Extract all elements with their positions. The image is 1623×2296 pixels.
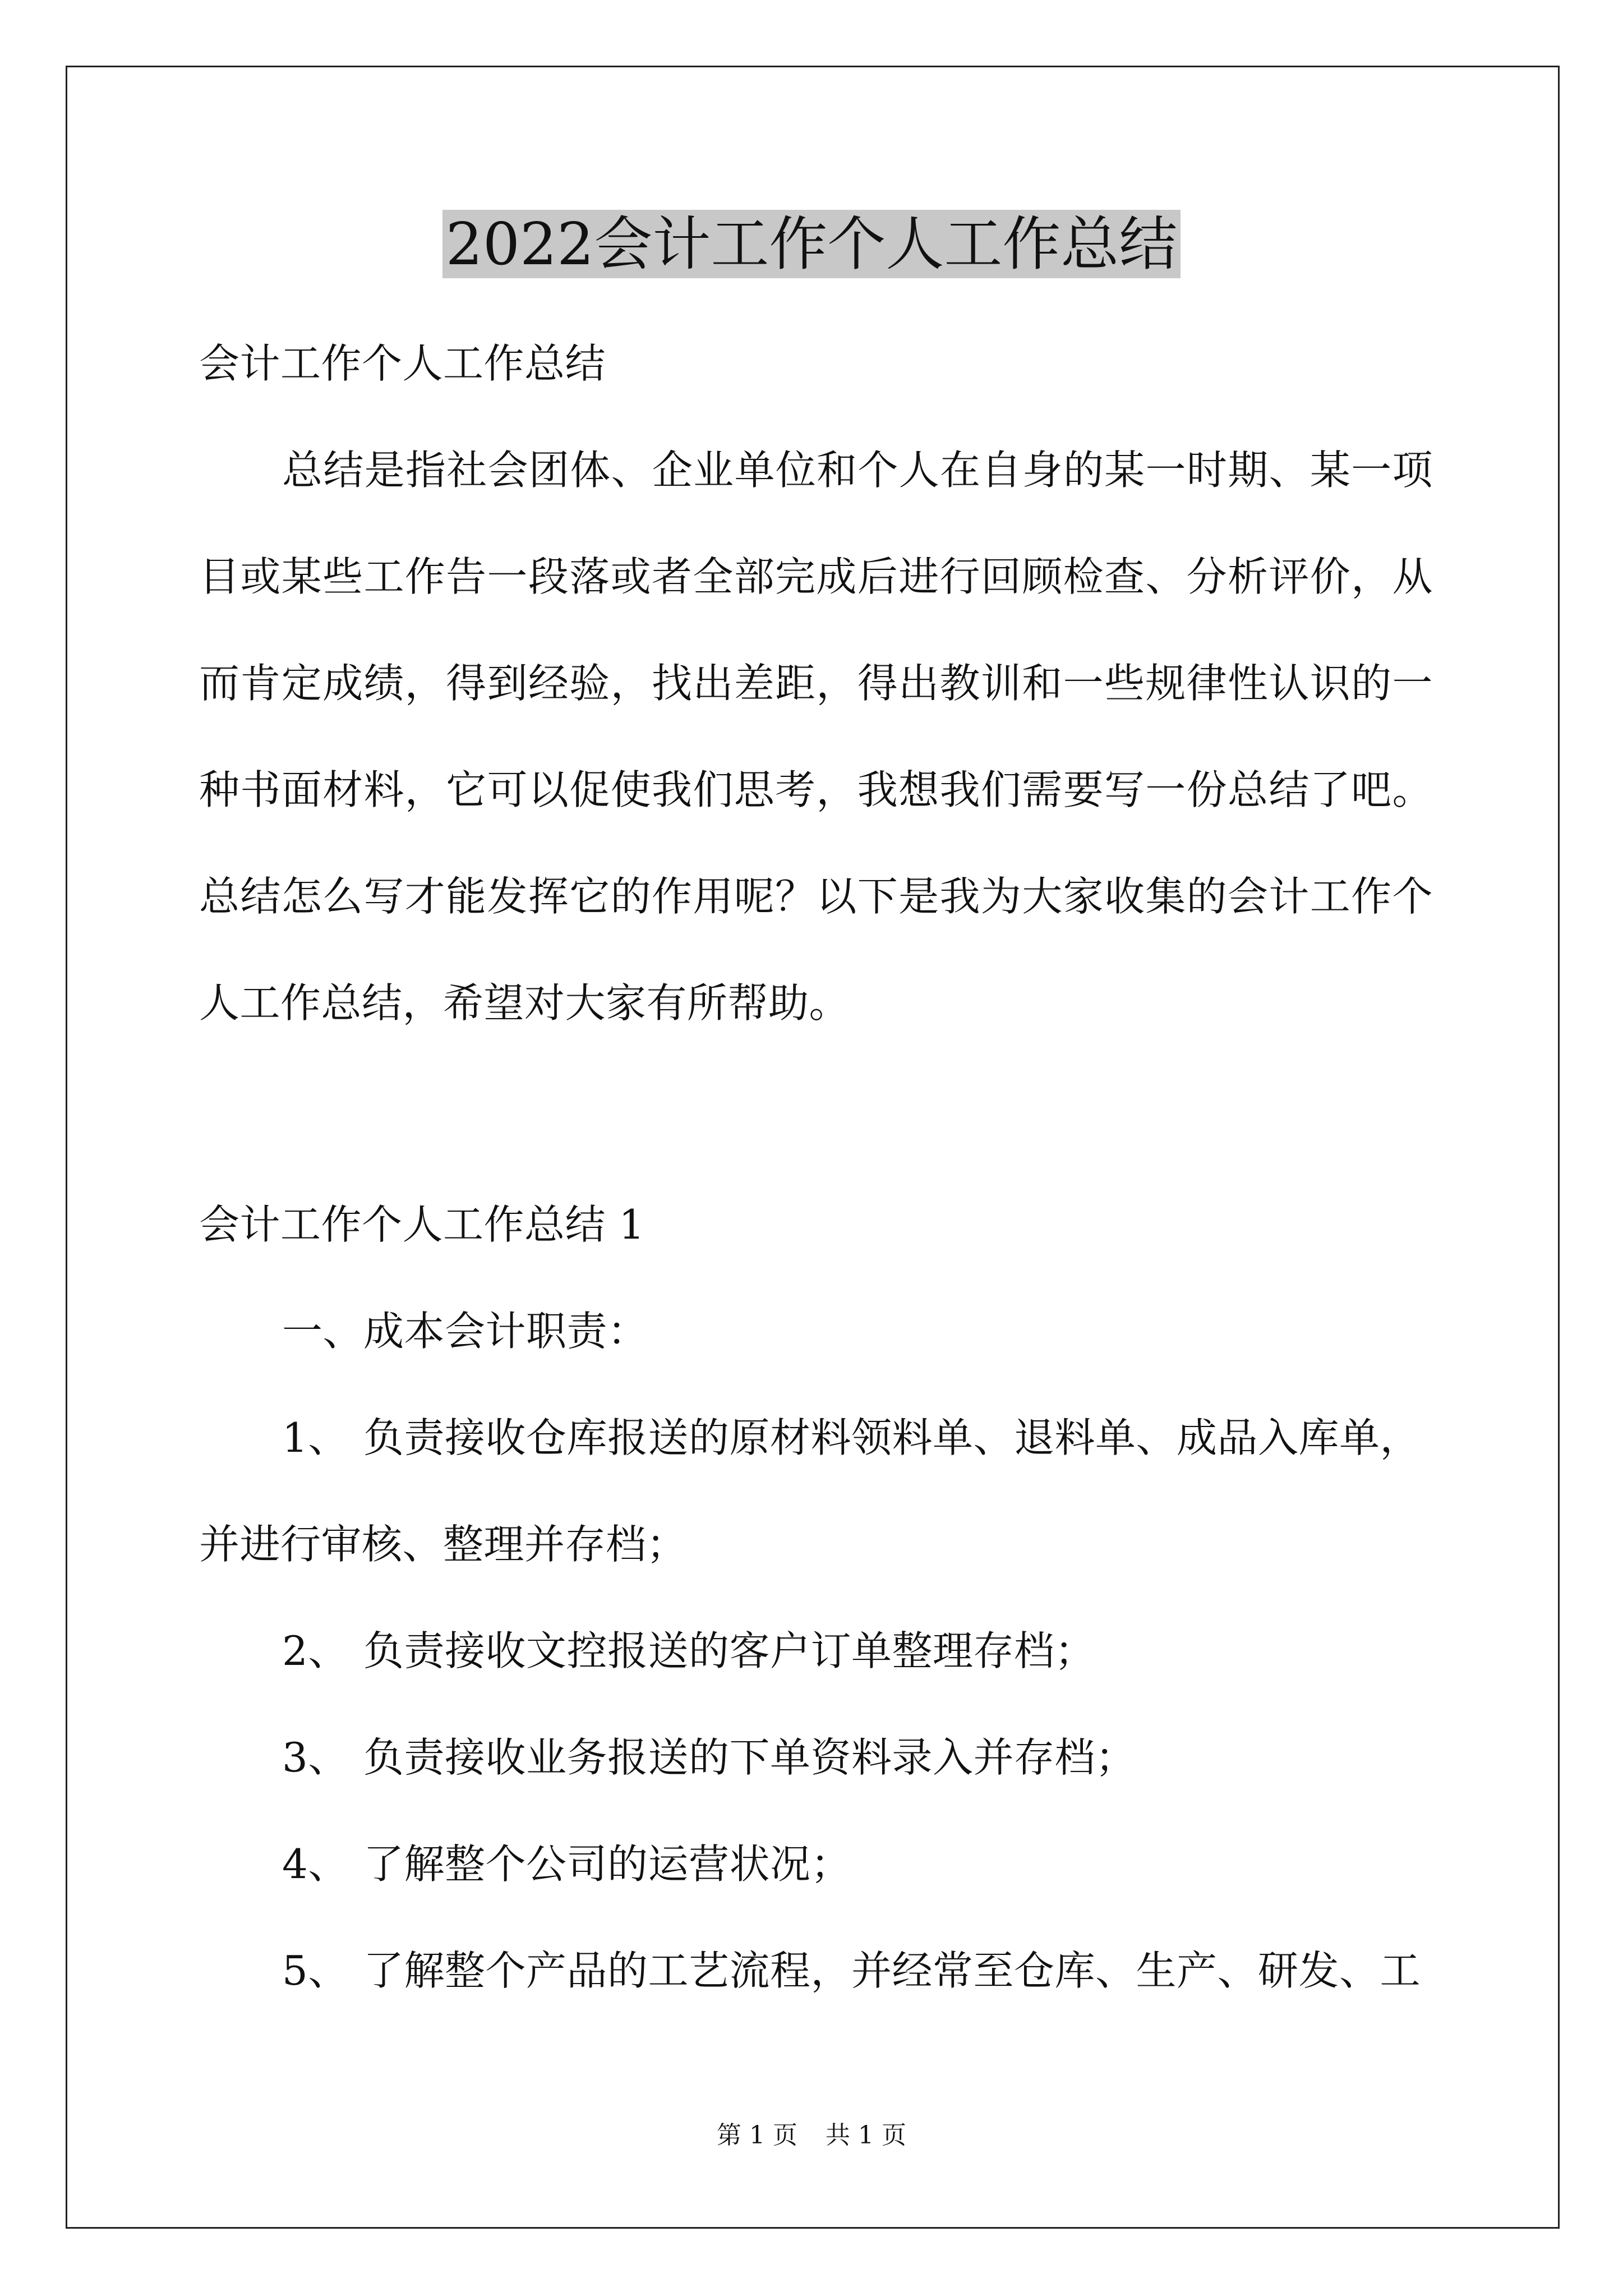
subtitle: 会计工作个人工作总结 <box>199 340 606 387</box>
intro-line-1: 总结是指社会团体、企业单位和个人在自身的某一时期、某一项 <box>282 447 1433 494</box>
list-item-number: 4、 <box>282 1841 349 1888</box>
list-item <box>282 1410 1516 1466</box>
list-item-text: 负责接收文控报送的客户订单整理存档； <box>363 1627 1096 1674</box>
intro-line-5: 总结怎么写才能发挥它的作用呢？以下是我为大家收集的会计工作个 <box>199 873 1433 920</box>
list-item <box>282 1943 1516 1999</box>
subsection-title: 一、成本会计职责： <box>282 1308 648 1355</box>
list-item-text: 了解整个产品的工艺流程，并经常至仓库、生产、研发、工 <box>363 1947 1421 1994</box>
document-title <box>0 205 1623 283</box>
list-item-text: 负责接收业务报送的下单资料录入并存档； <box>363 1734 1136 1781</box>
document-title-text: 2022会计工作个人工作总结 <box>442 210 1181 278</box>
page-total: 共 1 页 <box>826 2121 906 2150</box>
list-item <box>282 1623 1516 1679</box>
page-number: 第 1 页 <box>717 2121 797 2150</box>
list-item-text: 负责接收仓库报送的原材料领料单、退料单、成品入库单， <box>363 1414 1421 1461</box>
list-item <box>282 1729 1516 1786</box>
list-item <box>282 1836 1516 1892</box>
intro-line-2: 目或某些工作告一段落或者全部完成后进行回顾检查、分析评价，从 <box>199 553 1433 600</box>
intro-line-6: 人工作总结，希望对大家有所帮助。 <box>199 979 850 1027</box>
intro-line-4: 种书面材料，它可以促使我们思考，我想我们需要写一份总结了吧。 <box>199 766 1433 813</box>
list-item-number: 3、 <box>282 1734 349 1781</box>
list-item-continuation <box>199 1516 1433 1572</box>
intro-line-3: 而肯定成绩，得到经验，找出差距，得出教训和一些规律性认识的一 <box>199 660 1433 707</box>
page-footer <box>0 2119 1623 2152</box>
list-item-number: 5、 <box>282 1947 349 1994</box>
list-item-number: 2、 <box>282 1627 349 1674</box>
list-item-number: 1、 <box>282 1414 349 1461</box>
section-title: 会计工作个人工作总结 1 <box>199 1201 645 1248</box>
list-item-text: 了解整个公司的运营状况； <box>363 1841 852 1888</box>
list-item-text: 并进行审核、整理并存档； <box>199 1521 688 1568</box>
